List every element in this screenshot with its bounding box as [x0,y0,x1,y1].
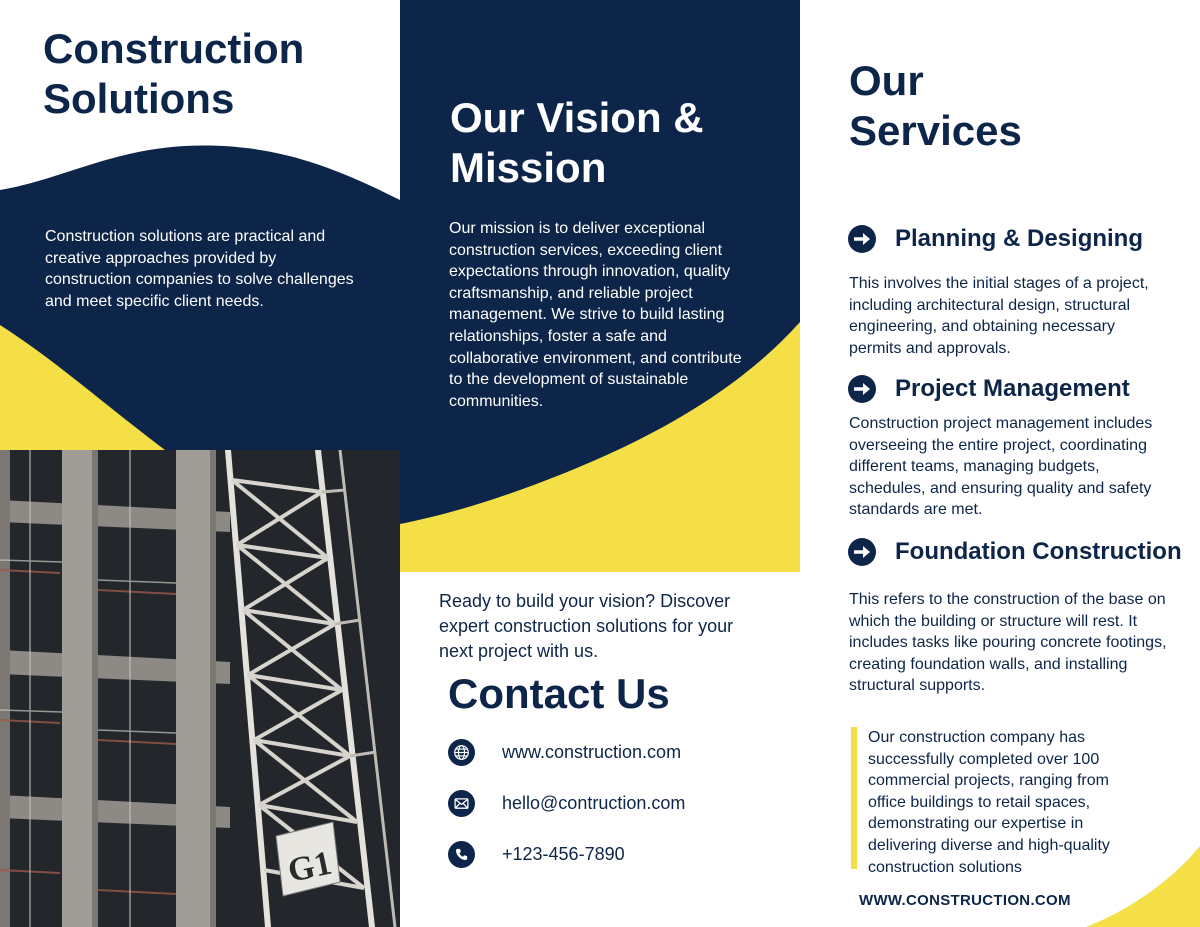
service-planning-heading [848,225,1143,253]
contact-website[interactable] [448,738,682,766]
crane-g1-label: G1 [284,844,335,890]
arrow-right-icon [848,225,876,253]
envelope-icon [448,790,475,817]
service-description: This refers to the construction of the base on which the building or structure will rest. It includes tasks like pouring concrete footings, creating foundation walls, and installing structural supports. [849,591,1167,695]
arrow-right-icon [848,538,876,566]
contact-title: Contact Us [448,670,670,717]
service-title: Planning & Designing [895,225,1144,252]
phone-text: +123-456-7890 [502,843,625,864]
right-panel [800,0,1200,927]
construction-photo [0,450,400,927]
arrow-right-icon [848,375,876,403]
brochure-title: Construction Solutions [43,25,305,122]
contact-phone[interactable] [448,840,625,868]
services-title: Our Services [849,57,1022,154]
vision-mission-title: Our Vision & Mission [450,94,704,191]
website-text: www.construction.com [502,741,682,762]
service-description: This involves the initial stages of a project, including architectural design, structural engineering, and obtaining necessary permits and approvals. [849,275,1149,357]
email-text: hello@contruction.com [502,792,686,813]
left-panel [0,0,400,927]
quote-accent-bar [851,727,857,869]
service-management-heading [848,375,1130,403]
company-quote: Our construction company has successfully completed over 100 commercial projects, ranging from office buildings to retail spaces, demonstrating our expertise in delivering diverse and high-quality construction solutions [868,729,1110,876]
phone-icon [448,841,475,868]
footer-website[interactable]: WWW.CONSTRUCTION.COM [859,892,1071,909]
middle-panel [400,0,800,927]
intro-description: Construction solutions are practical and creative approaches provided by construction companies to solve challenges and meet specific client needs. [45,228,354,310]
globe-icon [448,739,475,766]
service-description: Construction project management includes overseeing the entire project, coordinating different teams, managing budgets, schedules, and ensuring quality and safety standards are met. [849,415,1153,519]
service-title: Foundation Construction [895,538,1182,565]
contact-email[interactable] [448,789,686,817]
service-title: Project Management [895,375,1130,402]
service-foundation-heading [848,538,1182,566]
cta-text: Ready to build your vision? Discover expert construction solutions for your next project with us. [439,591,734,661]
mission-text: Our mission is to deliver exceptional construction services, exceeding client expectations through innovation, quality craftsmanship, and reliable project management. We strive to build lasting relationships, foster a safe and collaborative environment, and contribute to the development of sustainable communities. [449,220,742,410]
